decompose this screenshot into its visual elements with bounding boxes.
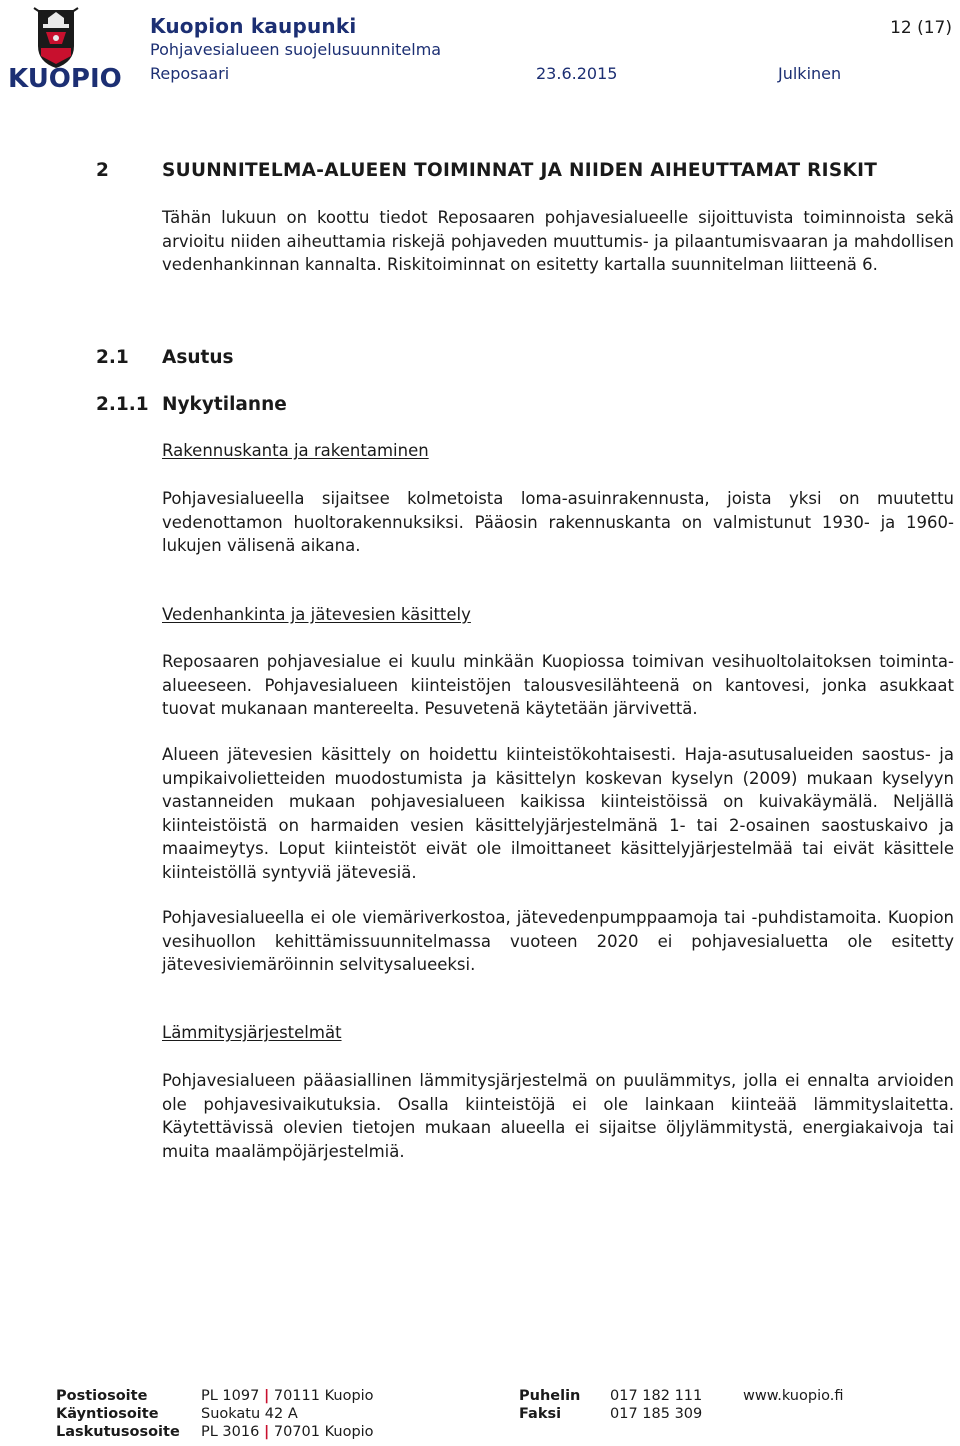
building-stock-paragraph: Pohjavesialueella sijaitsee kolmetoista loma-asuinrakennusta, joista yksi on muutettu vedenottamon huoltorakennuksiksi. Pääosin rakennuskanta on valmistunut 1930- ja 1960-lukujen välisenä aikana. — [162, 489, 954, 555]
footer-separator: | — [263, 1424, 270, 1440]
footer-postal-city: 70111 Kuopio — [273, 1388, 374, 1404]
heating-paragraph: Pohjavesialueen pääasiallinen lämmitysjärjestelmä on puulämmitys, jolla ei ennalta arvioiden ole pohjavesivaikutuksia. Osalla kiinteistöjä ei ole lainkaan kiinteää lämmityslaitetta. Käytettävissä olevien tietojen mukaan alueella ei sijaitse öljylämmitystä, energiakaivoja tai muita maalämpöjärjestelmiä. — [162, 1071, 954, 1161]
footer-postal-value — [201, 1388, 374, 1404]
subsection-heading — [96, 347, 234, 368]
section-heading — [96, 160, 877, 181]
kuopio-logo — [6, 4, 122, 96]
subsubsection-number: 2.1.1 — [96, 394, 149, 415]
water-supply-paragraph-1: Reposaaren pohjavesialue ei kuulu minkään Kuopiossa toimivan vesihuoltolaitoksen toiminta-alueeseen. Pohjavesialueen kiinteistöjen talousvesilähteenä on kantovesi, jonka asukkaat tuovat mukanaan mantereelta. Pesuvetenä käytetään järvivettä. — [162, 652, 954, 718]
heating-heading: Lämmitysjärjestelmät — [162, 1023, 342, 1042]
page-number: 12 (17) — [890, 18, 952, 38]
footer-postal-label: Postiosoite — [56, 1388, 148, 1404]
subsection-title: Asutus — [162, 347, 234, 368]
section-title: SUUNNITELMA-ALUEEN TOIMINNAT JA NIIDEN AIHEUTTAMAT RISKIT — [162, 160, 878, 181]
footer-visit-label: Käyntiosoite — [56, 1406, 159, 1422]
document-date: 23.6.2015 — [536, 64, 618, 83]
organization-name: Kuopion kaupunki — [150, 14, 357, 38]
footer-billing-label: Laskutusosoite — [56, 1424, 180, 1440]
footer-fax-label: Faksi — [519, 1406, 562, 1422]
footer-billing-city: 70701 Kuopio — [273, 1424, 374, 1440]
water-supply-heading: Vedenhankinta ja jätevesien käsittely — [162, 605, 471, 624]
subsection-number: 2.1 — [96, 347, 129, 368]
footer-billing-box: PL 3016 — [201, 1424, 260, 1440]
subsubsection-heading — [96, 394, 287, 415]
building-stock-heading: Rakennuskanta ja rakentaminen — [162, 441, 429, 460]
water-supply-paragraph-2: Alueen jätevesien käsittely on hoidettu kiinteistökohtaisesti. Haja-asutusalueiden saostus- ja umpikaivolietteiden muodostumista ja käsittelyn koskevan kyselyn (2009) mukaan kyselyyn vastanneiden mukaan pohjavesialueen kaikissa kiinteistöissä on kuivakäymälä. Neljällä kiinteistöistä on harmaiden vesien käsittelyjärjestelmänä 1- tai 2-osainen saostuskaivo ja maaimeytys. Loput kiinteistöt eivät ole ilmoittaneet käsittelyjärjestelmää tai eivät käsittele kiinteistöllä syntyviä jätevesiä. — [162, 745, 954, 882]
footer-fax-value: 017 185 309 — [610, 1406, 703, 1422]
subsubsection-title: Nykytilanne — [162, 394, 287, 415]
section-intro: Tähän lukuun on koottu tiedot Reposaaren pohjavesialueelle sijoittuvista toiminnoista sekä arvioitu niiden aiheuttamia riskejä pohjaveden muuttumis- ja pilaantumisvaaran ja mahdollisen vedenhankinnan kannalta. Riskitoiminnat on esitetty kartalla suunnitelman liitteenä 6. — [162, 208, 954, 274]
footer-website-link[interactable]: www.kuopio.fi — [743, 1388, 844, 1404]
section-number: 2 — [96, 160, 110, 181]
location-label: Reposaari — [150, 64, 230, 83]
logo-wordmark: KUOPIO — [8, 64, 122, 94]
footer-billing-value — [201, 1424, 374, 1440]
document-title: Pohjavesialueen suojelusuunnitelma — [150, 40, 442, 59]
footer-separator: | — [263, 1388, 270, 1404]
classification-label: Julkinen — [778, 64, 842, 83]
footer-phone-label: Puhelin — [519, 1388, 581, 1404]
footer-postal-box: PL 1097 — [201, 1388, 260, 1404]
water-supply-paragraph-3: Pohjavesialueella ei ole viemäriverkostoa, jätevedenpumppaamoja tai -puhdistamoita. Kuopion vesihuollon kehittämissuunnitelmassa vuoteen 2020 ei pohjavesialuetta ole esitetty jätevesiviemäröinnin selvitysalueeksi. — [162, 908, 954, 974]
footer-phone-value: 017 182 111 — [610, 1388, 703, 1404]
footer-visit-value: Suokatu 42 A — [201, 1406, 298, 1422]
